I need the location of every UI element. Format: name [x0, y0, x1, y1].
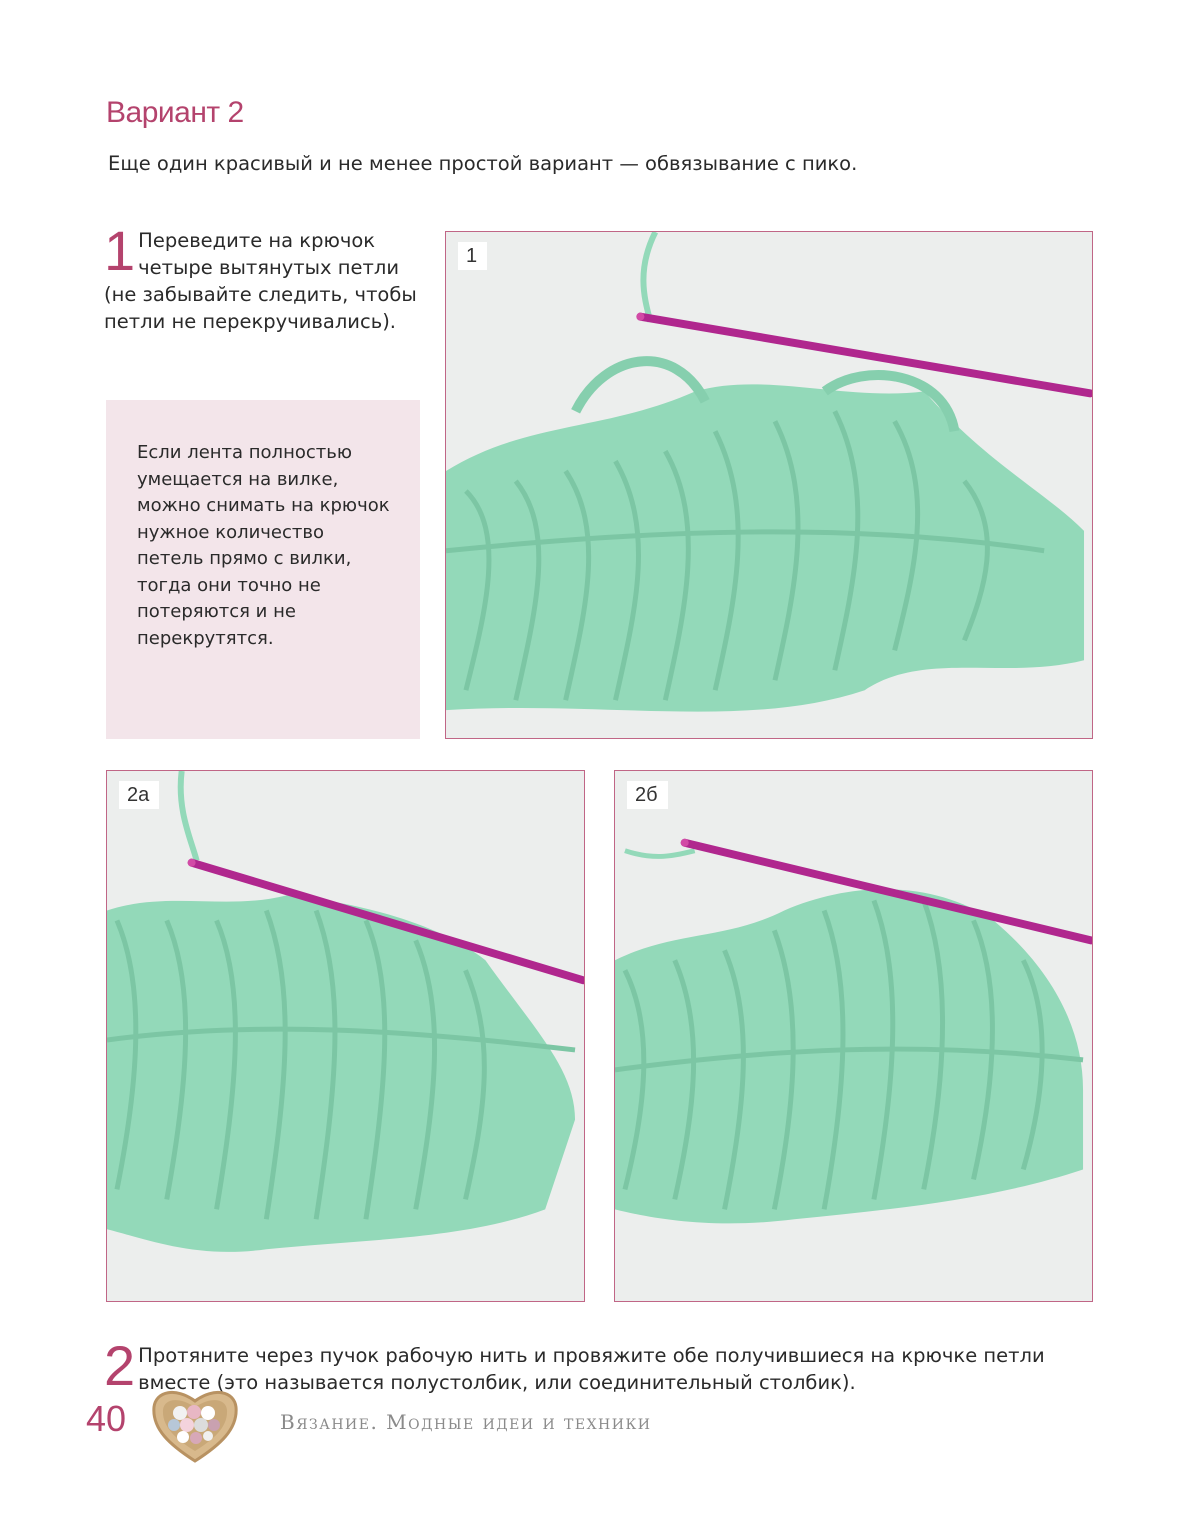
crochet-photo-2a: [107, 771, 584, 1301]
step-1-number: 1: [104, 219, 136, 282]
photo-label-2a: 2а: [119, 781, 159, 809]
photo-step-2b: [614, 770, 1093, 1302]
photo-step-1: [445, 231, 1093, 739]
tip-text: Если лента полностью умещается на вилке, можно снимать на крючок нужное количество петель прямо с вилки, тогда они точно не потеряются и не перекрутятся.: [137, 442, 390, 649]
book-title: Вязание. Модные идеи и техники: [280, 1410, 652, 1434]
crochet-photo-2b: [615, 771, 1092, 1301]
page-number: 40: [86, 1398, 127, 1439]
tip-box: [106, 400, 420, 739]
section-heading: Вариант 2: [106, 96, 244, 129]
step-1: [104, 219, 422, 335]
crochet-photo-1: [446, 232, 1092, 738]
intro-text: Еще один красивый и не менее простой вариант — обвязывание с пико.: [108, 152, 858, 175]
step-2: [104, 1334, 1094, 1397]
step-1-text: Переведите на крючок четыре вытянутых петли (не забывайте следить, чтобы петли не перекручивались).: [104, 229, 417, 333]
step-2-text: Протяните через пучок рабочую нить и провяжите обе получившиеся на крючке петли вместе (это называется полустолбик, или соединительный столбик).: [138, 1344, 1045, 1394]
photo-label-1: 1: [458, 242, 487, 270]
step-2-number: 2: [104, 1334, 136, 1397]
photo-step-2a: [106, 770, 585, 1302]
yarn-basket-icon: [150, 1385, 240, 1463]
photo-label-2b: 2б: [627, 781, 668, 809]
